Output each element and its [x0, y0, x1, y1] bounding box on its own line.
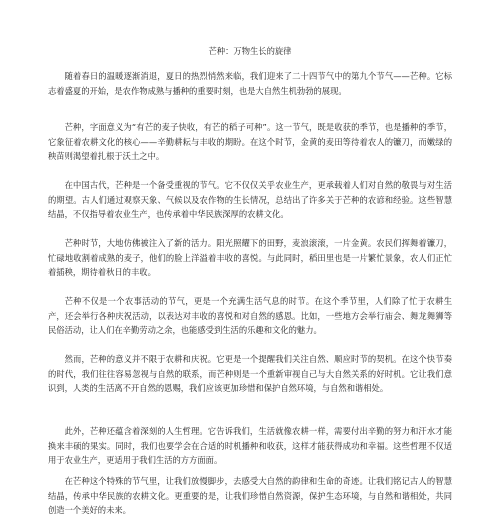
paragraph-celebration: 芒种不仅是一个农事活动的节气，更是一个充满生活气息的时节。在这个季节里，人们除了忙于农耕生产，还会举行各种庆祝活动，以表达对丰收的喜悦和对自然的感恩。比如，一些地方会举行庙会、舞龙舞狮等民俗活动，让人们在辛勤劳动之余，也能感受到生活的乐趣和文化的魅力。 — [48, 296, 452, 336]
paragraph-harvest: 芒种时节，大地仿佛被注入了新的活力。阳光照耀下的田野，麦浪滚滚，一片金黄。农民们挥舞着镰刀，忙碌地收割着成熟的麦子，他们的脸上洋溢着丰收的喜悦。与此同时，稻田里也是一片繁忙景象，农人们正忙着插秧，期待着秋日的丰收。 — [48, 238, 452, 278]
paragraph-philosophy: 此外，芒种还蕴含着深刻的人生哲理。它告诉我们，生活就像农耕一样，需要付出辛勤的努力和汗水才能换来丰硕的果实。同时，我们也要学会在合适的时机播种和收获，这样才能获得成功和幸福。这些哲理不仅适用于农业生产，更适用于我们生活的方方面面。 — [48, 426, 452, 466]
paragraph-conclusion: 在芒种这个特殊的节气里，让我们放慢脚步，去感受大自然的韵律和生命的奇迹。让我们铭记古人的智慧结晶，传承中华民族的农耕文化。更重要的是，让我们珍惜自然资源，保护生态环境，与自然和谐相处，共同创造一个美好的未来。 — [48, 476, 452, 516]
paragraph-intro: 随着春日的温暖逐渐消退，夏日的热烈悄然来临，我们迎来了二十四节气中的第九个节气——芒种。它标志着盛夏的开始，是农作物成熟与播种的重要时刻，也是大自然生机勃勃的展现。 — [48, 71, 452, 96]
paragraph-history: 在中国古代，芒种是一个备受重视的节气。它不仅仅关乎农业生产，更承载着人们对自然的敬畏与对生活的期望。古人们通过观察天象、气候以及农作物的生长情况，总结出了许多关于芒种的农谚和经验。这些智慧结晶，不仅指导着农业生产，也传承着中华民族深厚的农耕文化。 — [48, 180, 452, 220]
paragraph-nature: 然而，芒种的意义并不限于农耕和庆祝。它更是一个提醒我们关注自然、顺应时节的契机。在这个快节奏的时代，我们往往容易忽视与自然的联系，而芒种则是一个重新审视自己与大自然关系的好时机。它让我们意识到，人类的生活离不开自然的恩赐，我们应该更加珍惜和保护自然环境，与自然和谐相处。 — [48, 354, 452, 394]
paragraph-meaning: 芒种，字面意义为“有芒的麦子快收，有芒的稻子可种”。这一节气，既是收获的季节，也是播种的季节，它象征着农耕文化的核心——辛勤耕耘与丰收的期盼。在这个时节，金黄的麦田等待着农人的镰刀，而嫩绿的秧苗则渴望着扎根于沃土之中。 — [48, 122, 452, 162]
page-title: 芒种：万物生长的旋律 — [208, 46, 292, 56]
